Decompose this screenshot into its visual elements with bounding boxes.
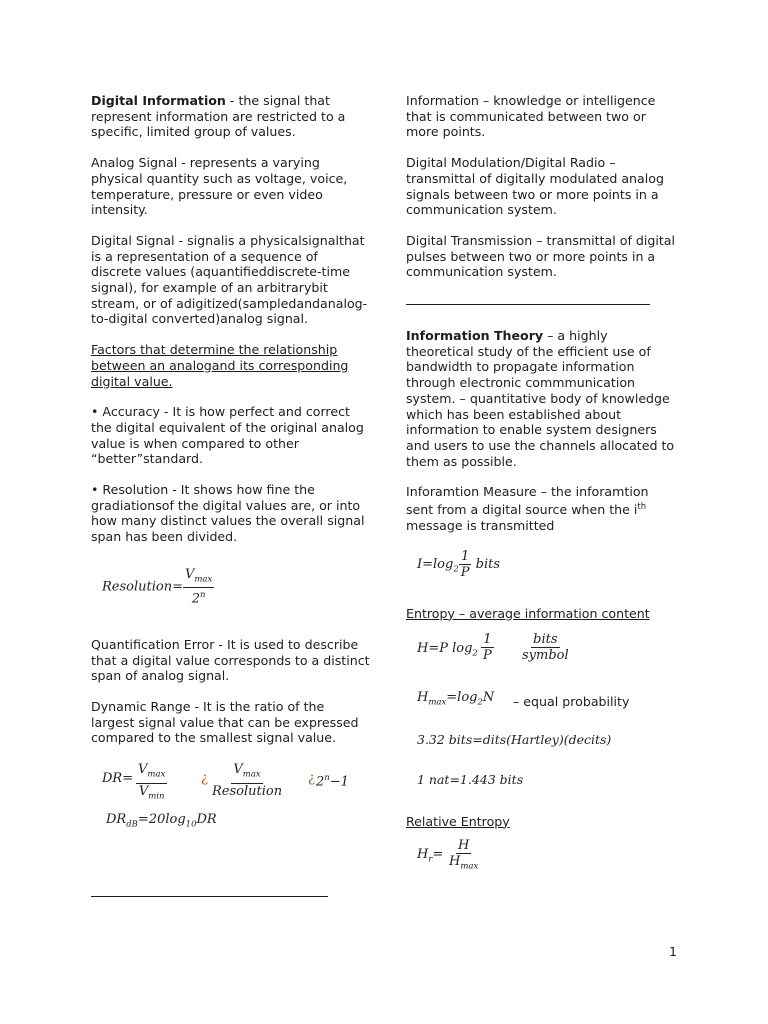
digital-signal-para: Digital Signal - signalis a physicalsignalthat is a representation of a sequence of discrete values (aquantifieddiscrete-time signal), for example of an arbitrarybit stream, or of adigitized(sampledandanalog-to-digital converted)analog signal. [91, 232, 368, 327]
left-divider [91, 896, 328, 897]
hmax-row [417, 690, 676, 710]
information-formula: $I=\log_2$ $\frac{1}{P}$ bits [417, 548, 501, 580]
information-theory-para [406, 328, 676, 469]
equal-probability-note: – equal probability [513, 694, 630, 710]
relative-entropy-heading: Relative Entropy [406, 813, 510, 829]
right-column [406, 93, 676, 874]
quantification-error-para: Quantification Error - It is used to describe that a digital value corresponds to a distinct span of analog signal. [91, 636, 370, 684]
factors-heading: Factors that determine the relationship between an analogand its corresponding digital value. [91, 342, 349, 389]
information-theory-term: Information Theory [406, 328, 544, 344]
digital-modulation-para: Digital Modulation/Digital Radio – transmittal of digitally modulated analog signals between two or more points in a communication system. [406, 155, 664, 218]
hmax-formula: $H_{max}=\log_2N$ [417, 690, 495, 708]
digital-information-para [91, 93, 371, 140]
bits-dits-formula: 3.32 bits=dits(Hartley)(decits) [417, 732, 612, 748]
left-column [91, 93, 371, 833]
right-divider [406, 304, 650, 305]
analog-signal-para: Analog Signal - represents a varying physical quantity such as voltage, voice, temperature, pressure or even video intensity. [91, 155, 348, 218]
digital-transmission-para: Digital Transmission – transmittal of digital pulses between two or more points in a communication system. [406, 232, 676, 280]
entropy-formula: H=P $\log_2$ $\frac{1}{P}$ bits symbol [417, 632, 569, 664]
information-para: Information – knowledge or intelligence that is communicated between two or more points. [406, 93, 656, 140]
nat-formula: 1 nat=1.443 bits [417, 772, 524, 788]
resolution-para: • Resolution - It shows how fine the gradiationsof the digital values are, or into how many distinct values the overall signal span has been divided. [91, 482, 365, 545]
dynamic-range-para: Dynamic Range - It is the ratio of the largest signal value that can be expressed compared to the smallest signal value. [91, 698, 359, 746]
digital-information-definition: - the signal that represent information are restricted to a specific, limited group of values. [91, 93, 346, 140]
resolution-formula: Resolution= $\frac{V_{max}}{2^n}$ [102, 566, 213, 607]
accuracy-para: • Accuracy - It is how perfect and correct the digital equivalent of the original analog value is when compared to other “better”standard. [91, 404, 364, 467]
entropy-heading: Entropy – average information content [406, 605, 650, 621]
information-theory-definition: – a highly theoretical study of the efficient use of bandwidth to propagate information through electronic commmunication system. – quantitative body of knowledge which has been established about information to enable system designers and users to use the channels allocated to them as possible. [406, 328, 675, 469]
digital-information-term: Digital Information [91, 93, 226, 108]
dr-formula: DR= $V_{max}$ $V_{min}$ ¿ $V_{max}$ Resolution ¿ $2^n-1$ [102, 762, 349, 802]
relative-entropy-formula: $H_r=$ H $H_{max}$ [417, 838, 479, 873]
page-number: 1 [669, 944, 678, 959]
information-measure-para: Inforamtion Measure – the inforamtion sent from a digital source when the $i^{th}$ message is transmitted [406, 484, 649, 533]
dr-db-formula: $DR_{dB}=20\log_{10}DR$ [106, 812, 217, 830]
